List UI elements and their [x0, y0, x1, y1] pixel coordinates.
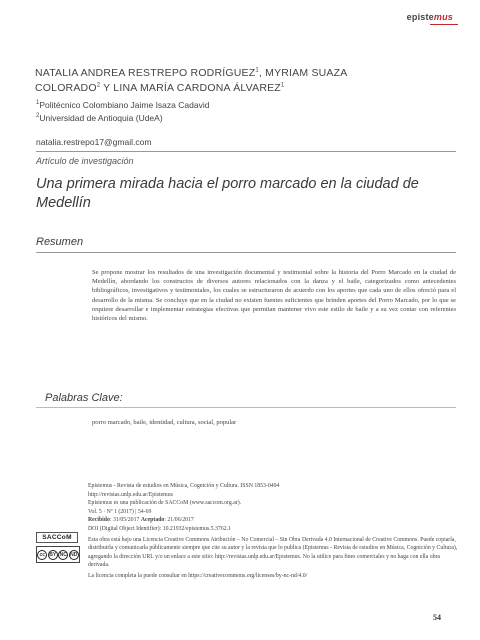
authors: NATALIA ANDREA RESTREPO RODRÍGUEZ$^1$, MYRIAM SUAZA COLORADO$^2$ Y LINA MARÍA CARDONA ÁLVAREZ$^1$: [35, 67, 348, 94]
journal-logo: epistemus: [406, 12, 453, 22]
affiliation-1: $^1$Politécnico Colombiano Jaime Isaza Cadavid: [36, 100, 210, 110]
cc-icon: cc: [37, 550, 47, 560]
publication-info: [88, 482, 458, 581]
keywords-divider: [36, 407, 456, 408]
license-text: Esta obra está bajo una Licencia Creative Commons Atribución – No Comercial – Sin Obra Derivada 4.0 Internacional de Creative Commons. Puede copiarla, distribuirla y comunicarla públicamente siempre que cite su autor y la revista que lo publica (Epistemus - Revista de estudios en Música, Cognición y Cultura), agregando la dirección URL y/o un enlace a este sitio: http://revistas.unlp.edu.ar/Epistemus. No la utilice para fines comerciales y no haga con ella obra derivada.: [88, 536, 458, 569]
license-link[interactable]: La licencia completa la puede consultar en https://creativecommons.org/licenses/by-nc-nd/4.0/: [88, 572, 308, 579]
by-icon: BY: [49, 551, 57, 558]
keywords-body: porro marcado, baile, identidad, cultura, social, popular: [92, 419, 237, 426]
abstract-divider: [36, 252, 456, 253]
nc-icon: NC: [59, 551, 67, 558]
author-email[interactable]: natalia.restrepo17@gmail.com: [36, 137, 152, 147]
logo-underline: [430, 24, 458, 25]
license-badges: [36, 532, 78, 563]
article-title: Una primera mirada hacia el porro marcado en la ciudad de Medellín: [36, 176, 419, 211]
publisher: Epistemus es una publicación de SACCoM (www.saccom.org.ar).: [88, 500, 242, 507]
abstract-body: Se propone mostrar los resultados de una investigación documental y testimonial sobre la historia del Porro Marcado en la ciudad de Medellín, abordando los constructos de diversos autores relacionados con la danza y el baile, categorizados como antecedentes bibliográficos, investigativos y testimoniales, los cuales se estructuraron de acuerdo con los aportes que cada uno de ellos ofreció para el desarrollo de la misma. Se concluye que en la ciudad no existen fuentes suficientes que brinden aportes del Porro Marcado, por lo que se requiere desarrollar e implementar estrategias efectivas que permitan mantener vivo este estilo de baile y a su vez contar con referentes históricos del mismo.: [92, 269, 456, 323]
cc-license-badge[interactable]: [36, 546, 80, 563]
page-number: 54: [433, 613, 441, 622]
dates: Recibido: 31/05/2017 Aceptado: 21/06/2017: [88, 517, 194, 524]
journal-name: Epistemus - Revista de estudios en Música, Cognición y Cultura. ISSN 1853-0494: [88, 483, 280, 489]
nd-icon: ND: [70, 551, 78, 558]
doi[interactable]: DOI (Digital Object Identifier): 10.21932/epistemus.5.3762.1: [88, 525, 231, 532]
keywords-heading: Palabras Clave:: [45, 392, 123, 404]
volume: Vol. 5 · Nº 1 (2017) | 54-69: [88, 508, 152, 515]
article-type: Artículo de investigación: [36, 156, 134, 166]
divider: [36, 151, 456, 152]
saccom-logo: SACCoM: [36, 532, 78, 543]
abstract-heading: Resumen: [36, 236, 84, 248]
affiliation-2: $^2$Universidad de Antioquia (UdeA): [36, 113, 163, 123]
journal-url[interactable]: http://revistas.unlp.edu.ar/Epistemus: [88, 491, 173, 498]
